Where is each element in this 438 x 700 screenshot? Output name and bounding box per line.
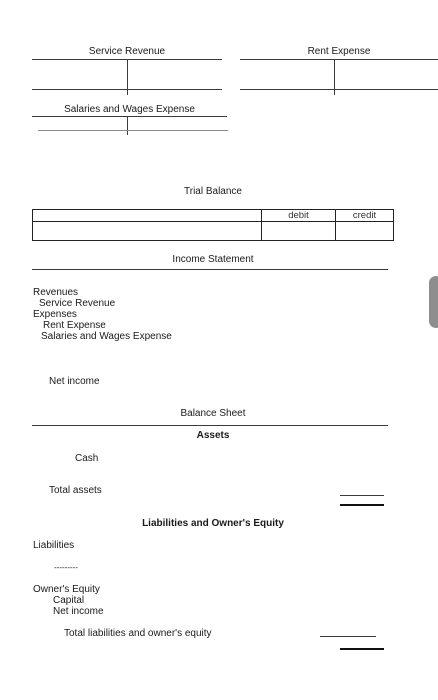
scroll-handle[interactable] [429, 276, 438, 328]
liabilities-equity-heading: Liabilities and Owner's Equity [142, 518, 284, 529]
t-account-divider [127, 116, 128, 135]
trial-balance-table [32, 209, 394, 241]
balance-sheet-title: Balance Sheet [180, 408, 246, 419]
capital-label: Capital [53, 595, 85, 606]
total-assets-label: Total assets [49, 485, 102, 496]
service-revenue-label: Service Revenue [39, 298, 116, 309]
owners-equity-label: Owner's Equity [33, 584, 100, 595]
income-statement-rule [32, 269, 388, 270]
t-account-bottom-line [32, 89, 222, 90]
total-liabilities-equity-label: Total liabilities and owner's equity [64, 628, 212, 639]
t-account-bottom-line [38, 130, 228, 131]
t-account-bottom-line [240, 89, 438, 90]
balance-sheet-rule [32, 425, 388, 426]
total-assets-double-underline [340, 504, 384, 506]
income-statement-title: Income Statement [172, 254, 254, 265]
expenses-label: Expenses [33, 309, 77, 320]
trial-balance-debit-header: debit [288, 210, 309, 221]
t-account-top-line [240, 59, 438, 60]
liabilities-placeholder: --------- [54, 563, 78, 572]
t-account-title-service-revenue: Service Revenue [88, 46, 166, 57]
trial-balance-credit-header: credit [352, 210, 377, 221]
t-account-title-salaries-wages: Salaries and Wages Expense [64, 104, 195, 115]
revenues-label: Revenues [33, 287, 79, 298]
total-liab-equity-single-underline [320, 636, 376, 637]
trial-balance-title: Trial Balance [184, 186, 242, 197]
t-account-title-rent-expense: Rent Expense [307, 46, 371, 57]
total-liab-equity-double-underline [340, 648, 384, 650]
rent-expense-label: Rent Expense [43, 320, 106, 331]
t-account-top-line [32, 116, 227, 117]
liabilities-label: Liabilities [33, 540, 75, 551]
net-income-label: Net income [49, 376, 100, 387]
equity-net-income-label: Net income [53, 606, 104, 617]
cash-label: Cash [75, 453, 99, 464]
total-assets-single-underline [340, 495, 384, 496]
salaries-wages-label: Salaries and Wages Expense [41, 331, 172, 342]
assets-heading: Assets [196, 430, 230, 441]
